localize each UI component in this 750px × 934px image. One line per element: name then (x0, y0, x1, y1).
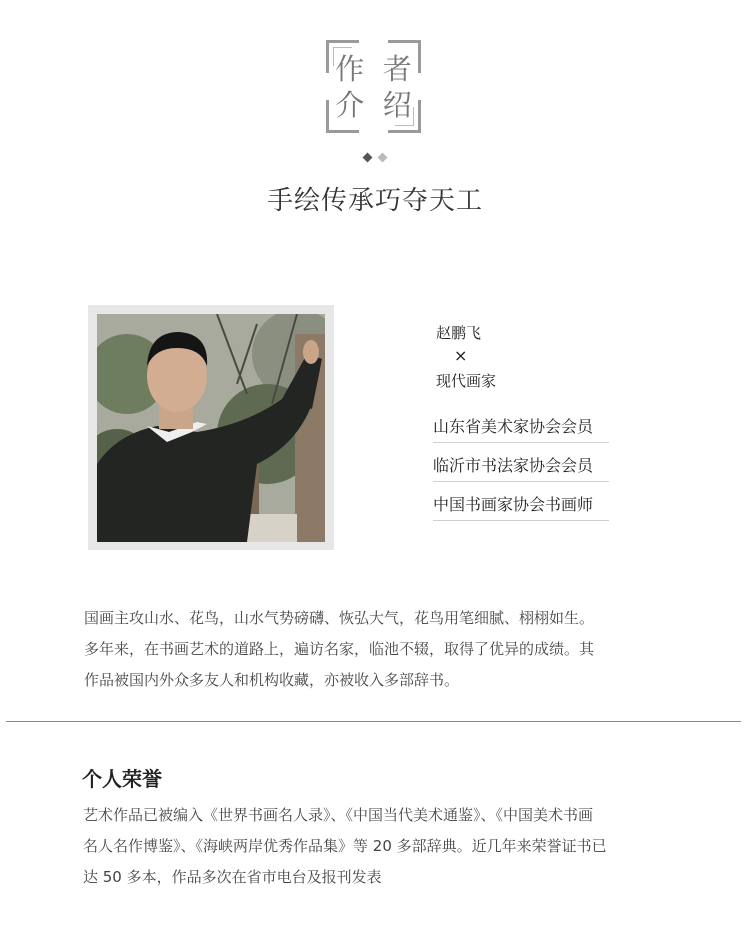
membership-item: 山东省美术家协会会员 (433, 412, 609, 443)
artist-bio (84, 603, 674, 696)
diamond-icon (363, 153, 373, 163)
page-subtitle: 手绘传承巧夺天工 (266, 186, 483, 216)
seal-char: 绍 (382, 88, 412, 122)
honors-line: 艺术作品已被编入《世界书画名人录》、《中国当代美术通鉴》、《中国美术书画 (83, 806, 594, 824)
honors-text (83, 800, 683, 893)
honors-line: 名人名作博鉴》、《海峡两岸优秀作品集》等 20 多部辞典。近几年来荣誉证书已 (83, 837, 607, 855)
seal-char: 介 (335, 88, 365, 122)
bio-line: 国画主攻山水、花鸟，山水气势磅礴、恢弘大气，花鸟用笔细腻、栩栩如生。 (84, 609, 595, 627)
section-divider (6, 721, 741, 722)
membership-item: 临沂市书法家协会会员 (433, 451, 609, 482)
membership-item: 中国书画家协会书画师 (433, 490, 609, 521)
honors-heading: 个人荣誉 (82, 767, 162, 791)
seal-char: 作 (335, 52, 365, 86)
diamond-icon (378, 153, 388, 163)
seal-char: 者 (382, 52, 412, 86)
membership-list (433, 412, 609, 529)
times-icon: × (454, 346, 468, 365)
portrait-illustration (97, 314, 325, 542)
diamond-ornament (361, 152, 391, 164)
honors-line: 达 50 多本，作品多次在省市电台及报刊发表 (83, 868, 382, 886)
portrait-photo (97, 314, 325, 542)
section-title-seal (326, 40, 421, 133)
bio-line: 多年来，在书画艺术的道路上，遍访名家，临池不辍，取得了优异的成绩。其 (84, 640, 595, 658)
bio-line: 作品被国内外众多友人和机构收藏，亦被收入多部辞书。 (84, 671, 460, 689)
artist-name: 赵鹏飞 (436, 324, 482, 342)
seal-text (326, 52, 421, 122)
artist-role: 现代画家 (436, 372, 497, 390)
portrait-frame (88, 305, 334, 550)
